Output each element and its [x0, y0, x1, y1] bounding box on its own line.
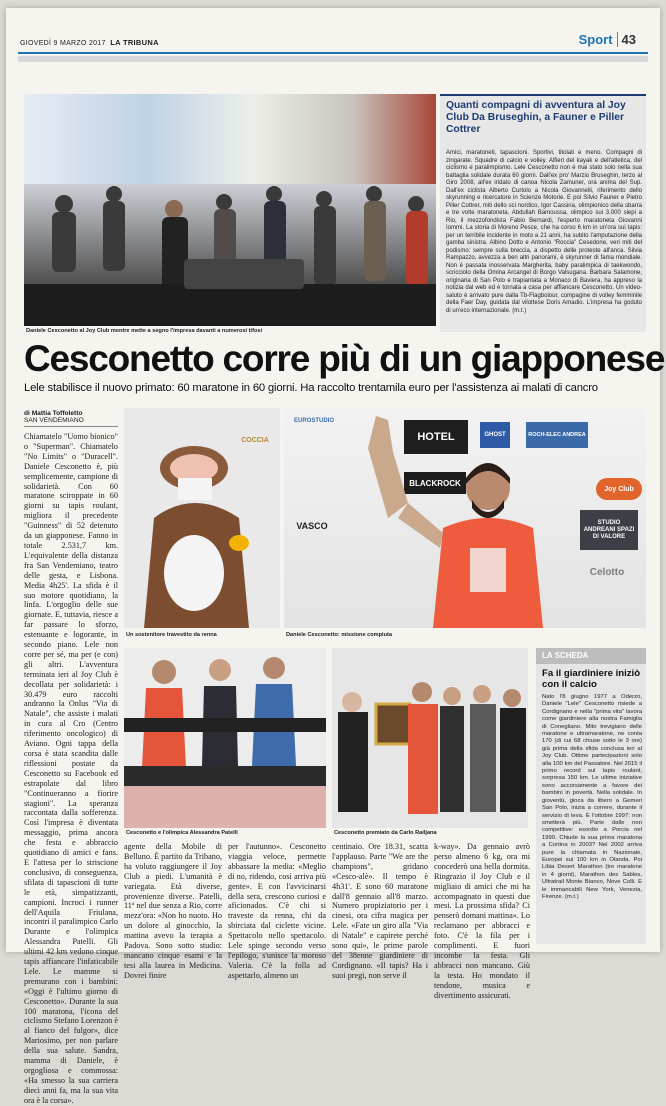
sponsor-joy-club: Joy Club: [596, 478, 642, 500]
newspaper-name: LA TRIBUNA: [110, 38, 159, 47]
treadmill-illustration: [124, 648, 326, 828]
runner-illustration: [348, 408, 588, 628]
renna-caption: Un sostenitore travestito da renna: [126, 632, 217, 638]
sponsor-hotel: HOTEL: [404, 420, 468, 454]
subheadline: Lele stabilisce il nuovo primato: 60 maratone in 60 giorni. Ha raccolto trentamila euro per l'assistenza ai malati di cancro: [24, 382, 598, 394]
sponsor-blackrock: BLACKROCK: [404, 472, 466, 494]
profile-box: [536, 648, 646, 944]
sponsor-studio-andreani: STUDIO ANDREANI SPAZI DI VALORE: [580, 510, 638, 550]
sponsor-coccia: COCCIA: [241, 436, 269, 444]
sidebar-title: Quanti compagni di avventura al Joy Club Da Bruseghin, a Fauner e Piller Cottrer: [446, 100, 626, 135]
article-column-5: k-way». Da gennaio avrò perso almeno 6 kg, ora mi concederò una bella dormita. Ringrazio il Joy Club e il migliaio di amici che mi ha accompagnato in questi due mesi. La prossima sfida? Ci penserò domani mattina». Lo reclamano per abbracci e foto. C'è la fila per i complimenti. E fuori incombe la festa. Gli abbracci non mancano. Giù la testa. Ho mondato il tendone, musica e divertimento assicurati.: [434, 842, 530, 1000]
article-column-3: per l'autunno». Cesconetto viaggia veloce, permette abbassare la media: «Meglio di no, ridendo, così arriva più gente». E con l'avvicinarsi della sera, crescono curiosi e aficionados. C'è chi si traveste da renna, chi da sbirciata dal ciclette vicine. Spettacolo nello spettacolo. Lele spinge secondo verso l'epilogo, s'unisce la moroso Valeria. C'è la folla ad aspettarlo, almeno un: [228, 842, 326, 980]
sponsor-ghost: GHOST: [480, 422, 510, 448]
sponsor-celotto: Celotto: [589, 566, 625, 578]
treadmill-caption: Cesconetto e l'olimpica Alessandra Patelli: [126, 830, 238, 836]
article-column-4: centinaio. Ore 18.31, scatta l'applauso. Parte "We are the champions", gridano «Cesco-alè». Il tempo è 4h31'. E sono 60 maratone dall'8 gennaio all'8 marzo. Numero propiziatorio per i cinesi, ora cifra magica per Lele. «Fate un giro alla "Via di Natale" e capirete perché sono qui», le prime parole del 38enne giardiniere di Cordignano. «Il tapis? Ha i suoi pregi, non serve il: [332, 842, 428, 980]
byline: [24, 410, 118, 427]
dateline: SAN VENDEMIANO: [24, 417, 118, 427]
treadmill-photo: [124, 648, 326, 828]
article-column-2: agente della Mobile di Belluno. È partito da Tribano, ha voluto raggiungere il Joy Club a piedi. L'umanità è variegata. Età diverse, provenienze diverse. Patelli, 11ª nel due senza a Rio, corre mezz'ora: «Non ho nuoto. Ho un dolore al ginocchio, la mattina avevo la terapia a Padova. Sono sotto studio: mancano cinque esami e la tesi alla laurea in Medicina. Dovrei finire: [124, 842, 222, 980]
sponsor-vasco: VASCO: [296, 521, 328, 531]
sponsor-eurostudio: EUROSTUDIO: [293, 418, 334, 424]
page-number: 43: [617, 32, 636, 47]
sidebar-bar: [440, 94, 646, 96]
issue-date: GIOVEDÌ 9 MARZO 2017: [20, 40, 106, 47]
newspaper-page: [6, 8, 665, 1105]
award-illustration: [332, 648, 528, 828]
running-header: [20, 38, 159, 47]
profile-body: Nato l'8 giugno 1977 a Oderzo, Daniele "Lele" Cesconetto risiede a Cordignano e nella "prima vita" lavora come giardiniere alla nostra Famiglia di Conegliano. Mito trevigiano delle maratone e ultramaratone, ne conta 170 (di cui 68 chiuse sotto le 3 ore) già prima della sfida conclusa ieri al Joy Club. Ottime partecipazioni solo alla 100 km del Passatore. Nel 2015 il primo record sul tapis roulant, sorpresa 150 km. Le ultime iniziative sono accorsamente a favore dei bambini in povertà. Nella solidale. In gioventù, gioca da libero a Gemeri San Polo, inizia a correre, durante il servizio di leva. È l'ottobre 1997: non smetterà più. Parte dalle non competitive: esordio a Porcia nel 1990. Chiude la sua prima maratona a Cortina in 2003? Nel 2002 arriva pure la chiamata in Nazionale, Europei sui 100 km in Olanda. Poi Libia Desert Marathon (tre maratone in 4 giorni), Marathon des Sables, Ultratrail Monte Bianco, Nove Colli. E le immancabili New York, Venezia, Firenze. (m.t.): [542, 694, 642, 900]
top-photo-caption: Daniele Cesconetto al Joy Club mentre mette a segno l'impresa davanti a numerosi tifosi: [26, 328, 263, 334]
crowd-illustration: [24, 164, 436, 326]
reindeer-fan-photo: [124, 408, 280, 628]
sponsor-bianchi: ROCH-ELEC ANDREA: [526, 422, 588, 448]
runner-photo: [284, 408, 646, 628]
runner-caption: Daniele Cesconetto: missione compiuta: [286, 632, 392, 638]
author: di Mattia Toffoletto: [24, 410, 83, 417]
header-rule: [18, 52, 648, 54]
sidebar-box: [440, 94, 646, 332]
award-caption: Cesconetto premiato da Carlo Railjana: [334, 830, 437, 836]
section-name: Sport: [578, 32, 613, 47]
award-photo: [332, 648, 528, 828]
header-band: [18, 56, 648, 62]
profile-tag: LA SCHEDA: [536, 648, 646, 664]
headline: Cesconetto corre più di un giapponese: [24, 338, 665, 379]
article-column-1: Chiamatelo "Uomo bionico" o "Superman". Chiamatelo "No Limits" o "Duracell". Daniele Cesconetto è, più semplicemente, campione di solidarietà. Con 60 maratone sciroppate in 60 giorni su tapis roulant, migliora il precedente "Guinness" di 52 detenuto da un giapponese. Fanno in totale 2.531,7 km. L'equivalente della distanza fra San Vendemiano, teatro delle gesta, e Lisbona. Media 4h25'. La sfida è il suo motore quotidiano, la linfa. L'orgoglio delle sue giornate. E, tuttavia, riesce a far passare lo sforzo, estenuante e logorante, in secondo piano. Lele non corre per sé, ma per (e con) gli altri. L'avventura terminata ieri al Joy Club è decollata per solidarietà: i 30.479 euro raccolti andranno la Onlus "Via di Natale", che assiste i malati in cura al Cro (Centro riferimento oncologico) di Aviano. Ogni tappa della corsa è stata scandita dalle riflessioni postate da Cesconetto su Facebook ed estrapolate dal libro "Continueranno a fiorire stagioni". La speranza raccontata dalla sofferenza. Così l'impresa è diventata messaggio, prima ancora che festa e abbraccio quotidiano di amici e fans. E l'attesa per lo striscione conclusivo, di conseguenza, sfilata di tapascioni di tutte le età, simpatizzanti, campioni. Incroci i runner dell'Aquila Friulana, incontri il paralimpico Carlo Durante e l'olimpica Alessandra Patelli. Gli ultimi 42 km vedono cinque tapis affiancare l'infaticabile Lele. Le mamme si premurano con i bambini: «Oggi è l'ultimo giorno di Cesconetto». Durante la sua 100 maratona, l'icona del ciclismo Stefano Lorenzon è al fianco del fulgor», dice Mariosimo, per non parlare della sua salute. Sandra, mamma di Daniele, è orgogliosa e commossa: «Ha smesso la sua carriera dieci anni fa, ma la sua vita ora è la corsa».: [24, 432, 118, 1105]
gym-crowd-photo: [24, 94, 436, 326]
profile-title: Fa il giardiniere iniziò con il calcio: [542, 668, 641, 690]
section-label: [579, 32, 636, 47]
sidebar-body: Amici, maratoneti, tapascioni. Sportivi, titolati e meno. Compagni di zingarate. Squadre di calcio e volley. Alfieri del kayak e dell'atletica, del ciclismo e paralimpismo. Lele Cesconetto non è mai stato solo nella sua battaglia solidale durata 60 giorni. Dall'ex pro' Marzio Bruseghin, terzo al Giro 2008, all'ex iridato di canoa Nicola Zamuner, ora anima del Sup. Dall'ex ciclista Alberto Curtolo a Nicola Giovannelli, riferimento dello skyrunning e ricercatore in Scienze Motorie. E poi Silvio Fauner e Pietro Piller Cottrer, miti dello sci nordico, Igor Cassina, olimpionico della sbarra e tre volte maratoneta, Abdullah Bamoussa, olimpico sui 3.000 siepi a Rio, il mezzofondista Fabio Bernardi, l'esperto maratoneta Giovanni Iommi. La storia di Moreno Pesce, che ha corso 6 km in un'ora sui tapis: per un terribile incidente in moto a 21 anni, ha subito l'amputazione della gamba sinistra. Albino Dotto e Antonio "Roccia" Cesedone, veri miti del podismo: sempre sulla breccia, a dispetto delle proteste all'anca. Silvia Rampazzo, avvezza a ben altri panorami, è skyrunner di fama mondiale. Non è passata inosservata Margherita, baby paralimpica di taekwondo, scricciolo della Omina Arcangel di Borgo Valsugana. Barbara Salamone, originaria di San Polo e trapiantata a Monaco di Baviera, ha appreso la notizia dal web ed è tornata a casa per affiancare Cesconetto. Un video-saluto è arrivato pure dalla Tb-Flagbolour, compagine di volley femminile della Faer Day, guidata dal vilottese Doris Amadio. L'impresa ha goduto di un'eco internazionale. (m.t.): [446, 150, 642, 314]
